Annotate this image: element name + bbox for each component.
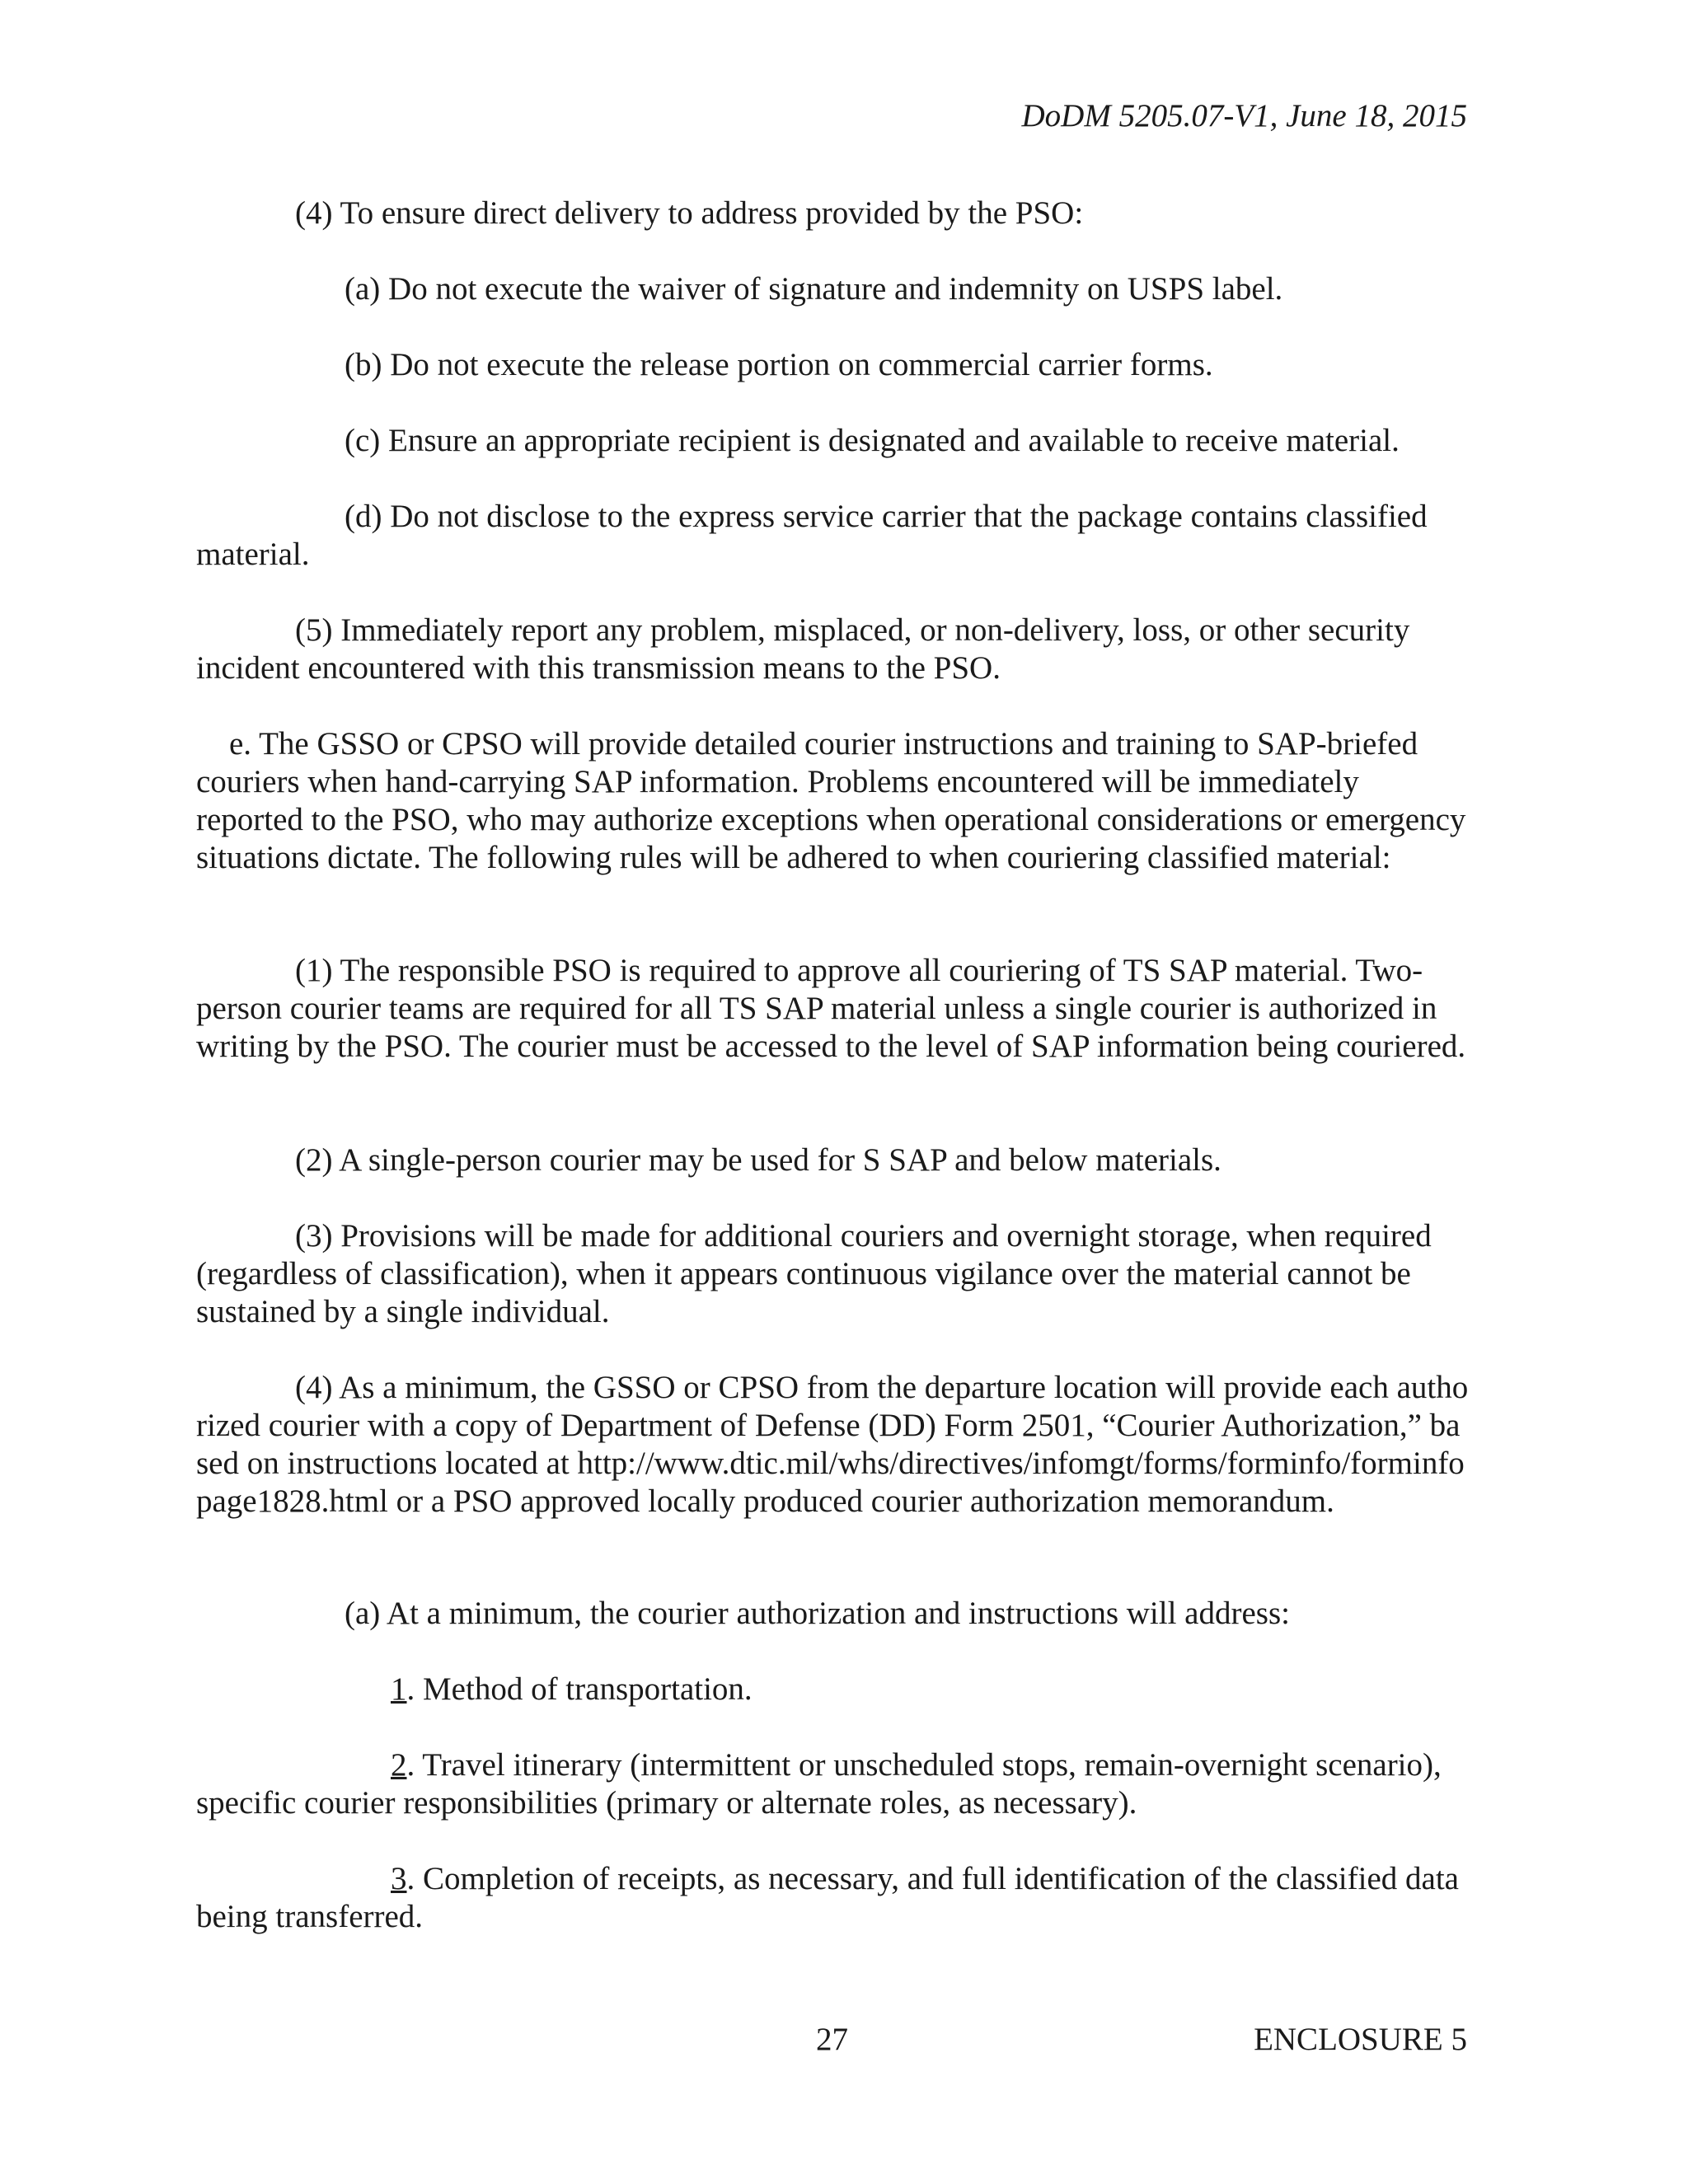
paragraph-3-provisions: (3) Provisions will be made for additional couriers and overnight storage, when required (regardless of classification), when it appears continuous vigilance over the material cannot be sustained by a single individual. bbox=[196, 1218, 1432, 1329]
list-item-number: 2 bbox=[391, 1747, 407, 1783]
paragraph-5-report: (5) Immediately report any problem, misplaced, or non-delivery, loss, or other security incident encountered with this transmission means to the PSO. bbox=[196, 612, 1410, 686]
list-item-3 bbox=[196, 1860, 1470, 1936]
paragraph-4c: (c) Ensure an appropriate recipient is designated and available to receive material. bbox=[345, 423, 1400, 458]
list-item-number: 1 bbox=[391, 1671, 407, 1707]
list-item-text: . Method of transportation. bbox=[406, 1671, 753, 1707]
list-item-text: . Completion of receipts, as necessary, and full identification of the classified data being transferred. bbox=[196, 1861, 1459, 1934]
page-number: 27 bbox=[816, 2022, 848, 2057]
list-item-2 bbox=[196, 1746, 1470, 1822]
paragraph-4a: (a) Do not execute the waiver of signature and indemnity on USPS label. bbox=[345, 271, 1283, 307]
paragraph-4a-minimum: (a) At a minimum, the courier authorization and instructions will address: bbox=[345, 1596, 1290, 1631]
paragraph-4-dd-form: (4) As a minimum, the GSSO or CPSO from the departure location will provide each authorized courier with a copy of Department of Defense (DD) Form 2501, “Courier Authorization,” based on instructions located at http://www.dtic.mil/whs/directives/infomgt/forms/forminfo/forminfopage1828.html or a PSO approved locally produced courier authorization memorandum. bbox=[196, 1370, 1469, 1519]
paragraph-4-direct-delivery: (4) To ensure direct delivery to address provided by the PSO: bbox=[295, 195, 1084, 231]
document-header: DoDM 5205.07-V1, June 18, 2015 bbox=[1021, 98, 1467, 134]
list-item-number: 3 bbox=[391, 1861, 407, 1896]
list-item-1 bbox=[196, 1671, 1470, 1708]
list-item-text: . Travel itinerary (intermittent or unscheduled stops, remain-overnight scenario), specific courier responsibilities (primary or alternate roles, as necessary). bbox=[196, 1747, 1442, 1821]
footer-enclosure: ENCLOSURE 5 bbox=[1254, 2022, 1467, 2057]
paragraph-4b: (b) Do not execute the release portion on commercial carrier forms. bbox=[345, 347, 1213, 382]
paragraph-e-courier-instructions: e. The GSSO or CPSO will provide detailed courier instructions and training to SAP-briefed couriers when hand-carrying SAP information. Problems encountered will be immediately reported to the PSO, who may authorize exceptions when operational considerations or emergency situations dictate. The following rules will be adhered to when couriering classified material: bbox=[196, 726, 1466, 875]
paragraph-4d: (d) Do not disclose to the express service carrier that the package contains classified material. bbox=[196, 499, 1428, 572]
paragraph-2-single-person: (2) A single-person courier may be used for S SAP and below materials. bbox=[295, 1142, 1221, 1178]
paragraph-1-ts-sap: (1) The responsible PSO is required to approve all couriering of TS SAP material. Two-person courier teams are required for all TS SAP material unless a single courier is authorized in writing by the PSO. The courier must be accessed to the level of SAP information being couriered. bbox=[196, 953, 1466, 1064]
